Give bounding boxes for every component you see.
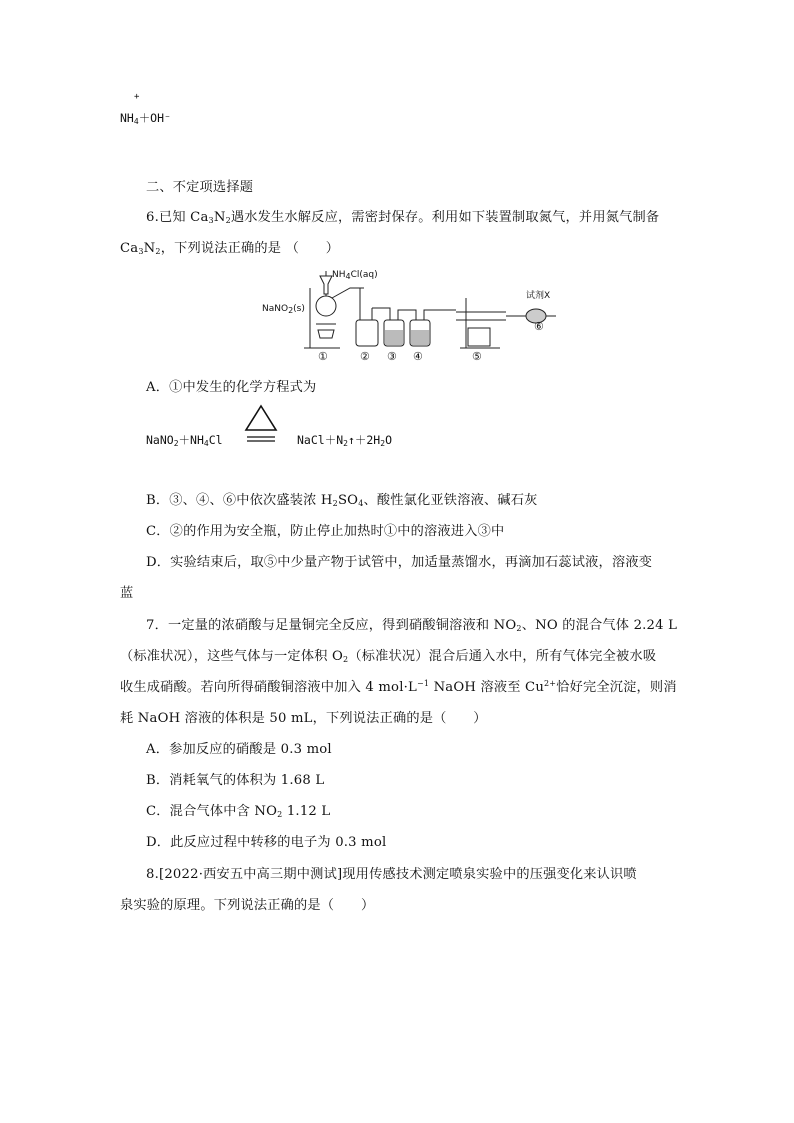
num-5: ⑤ — [472, 350, 482, 363]
num-4: ④ — [413, 350, 423, 363]
label-nano2: NaNO$_2$(s) — [262, 304, 305, 315]
apparatus-figure — [260, 268, 560, 364]
heating-triangle-icon — [244, 404, 278, 448]
q7-line2: （标准状况），这些气体与一定体积 $O_2$（标准状况）混合后通入水中，所有气体完全被水吸 — [120, 649, 657, 664]
apparatus-drawing — [260, 268, 560, 364]
q7-option-b: B．消耗氧气的体积为 1.68 L — [146, 773, 325, 788]
q8-line2: 泉实验的原理。下列说法正确的是（ ） — [120, 898, 375, 913]
q7-line4: 耗 NaOH 溶液的体积是 50 mL，下列说法正确的是（ ） — [120, 711, 487, 726]
label-reagent-x: 试剂X — [526, 291, 551, 301]
num-2: ② — [360, 350, 370, 363]
q7-line1: 7．一定量的浓硝酸与足量铜完全反应，得到硝酸铜溶液和 $NO_2$、NO 的混合气体 2.24 L — [146, 618, 678, 633]
q6-line2: $Ca_3N_2$，下列说法正确的是 （ ） — [120, 241, 340, 256]
ion-formula: $NH_4+OH^-$ — [120, 111, 171, 126]
q6-option-c: C．②的作用为安全瓶，防止停止加热时①中的溶液进入③中 — [146, 524, 505, 539]
q6-equation-left: $NaNO_2+NH_4Cl$ — [146, 433, 223, 448]
q6-option-a: A．①中发生的化学方程式为 — [146, 380, 317, 395]
section-heading: 二、不定项选择题 — [146, 180, 254, 195]
num-3: ③ — [387, 350, 397, 363]
q7-line3: 收生成硝酸。若向所得硝酸铜溶液中加入 4 $mol\cdot L^{-1}$ NaOH 溶液至 $Cu^{2+}$恰好完全沉淀，则消 — [120, 679, 677, 695]
q8-line1: 8.[2022·西安五中高三期中测试]现用传感技术测定喷泉实验中的压强变化来认识喷 — [146, 867, 637, 882]
q6-line1: 6.已知 $Ca_3N_2$遇水发生水解反应，需密封保存。利用如下装置制取氮气，并用氮气制备 — [146, 210, 660, 225]
num-1: ① — [318, 350, 328, 363]
ion-charge: + — [134, 92, 140, 102]
q6-option-d-line2: 蓝 — [120, 586, 134, 601]
q6-option-d-line1: D．实验结束后，取⑤中少量产物于试管中，加适量蒸馏水，再滴加石蕊试液，溶液变 — [146, 555, 653, 570]
q6-equation-right: $NaCl+N_2↑+2H_2O$ — [297, 433, 392, 448]
label-nh4cl: $NH_4Cl(aq)$ — [332, 270, 378, 281]
q6-option-b: B．③、④、⑥中依次盛装浓 $H_2SO_4$、酸性氯化亚铁溶液、碱石灰 — [146, 493, 538, 508]
q7-option-d: D．此反应过程中转移的电子为 0.3 mol — [146, 835, 387, 850]
q7-option-a: A．参加反应的硝酸是 0.3 mol — [146, 742, 332, 757]
top-fragment — [120, 92, 171, 126]
q7-option-c: C．混合气体中含 $NO_2$ 1.12 L — [146, 804, 331, 819]
num-6: ⑥ — [534, 320, 544, 333]
